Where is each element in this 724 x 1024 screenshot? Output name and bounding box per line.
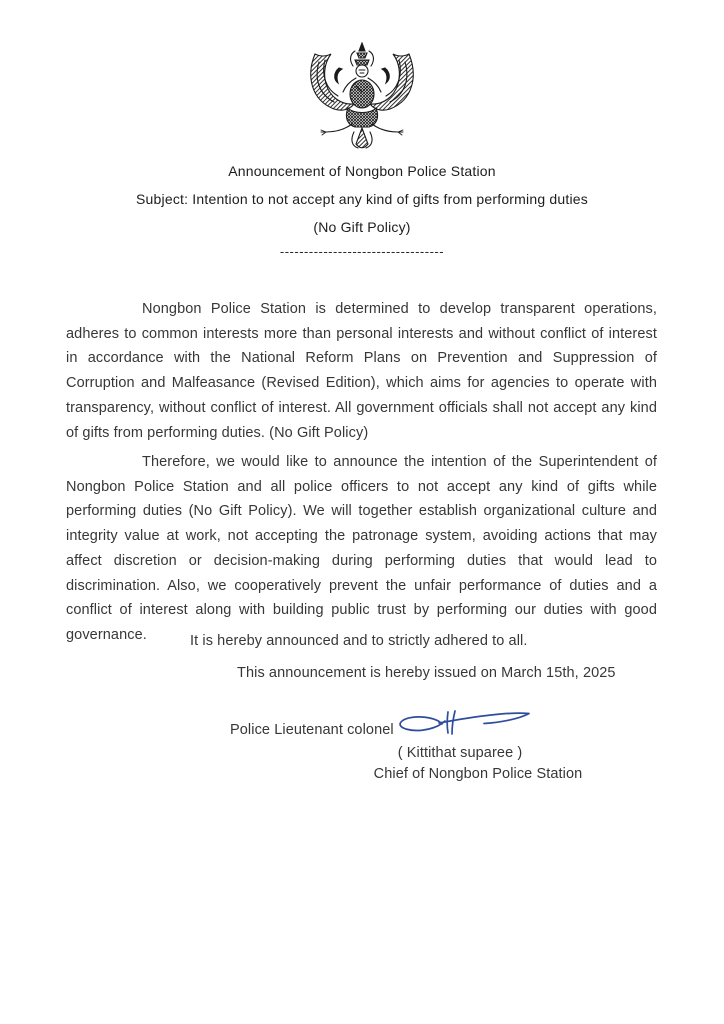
document-title: Announcement of Nongbon Police Station	[228, 163, 496, 179]
paragraph-2: Therefore, we would like to announce the intention of the Superintendent of Nongbon Police Station and all police officers to not accept any kind of gifts while performing duties (No Gift Policy). We will together establish organizational culture and integrity value at work, not accepting the patronage system, avoiding actions that may affect discretion or decision-making during performing duties that would lead to discrimination. Also, we cooperatively prevent the unfair performance of duties and a conflict of interest along with building public trust by performing our duties with good governance.	[66, 454, 657, 643]
closing-statement: It is hereby announced and to strictly adhered to all.	[190, 633, 528, 649]
document-subject: Subject: Intention to not accept any kind of gifts from performing duties	[136, 191, 588, 207]
garuda-emblem	[301, 42, 423, 154]
separator-dashes: ----------------------------------	[279, 244, 445, 259]
signer-position: Chief of Nongbon Police Station	[373, 766, 583, 782]
issue-date-line: This announcement is hereby issued on March 15th, 2025	[237, 665, 616, 681]
paragraph-1: Nongbon Police Station is determined to develop transparent operations, adheres to common interests more than personal interests and without conflict of interest in accordance with the National Reform Plans on Prevention and Suppression of Corruption and Malfeasance (Revised Edition), which aims for agencies to operate with transparency, without conflict of interest. All government officials shall not accept any kind of gifts from performing duties. (No Gift Policy)	[66, 301, 657, 441]
signature-handwriting	[394, 706, 536, 744]
signer-name: ( Kittithat suparee )	[397, 745, 523, 761]
no-gift-policy-line: (No Gift Policy)	[313, 219, 411, 235]
signer-rank: Police Lieutenant colonel	[230, 722, 394, 738]
